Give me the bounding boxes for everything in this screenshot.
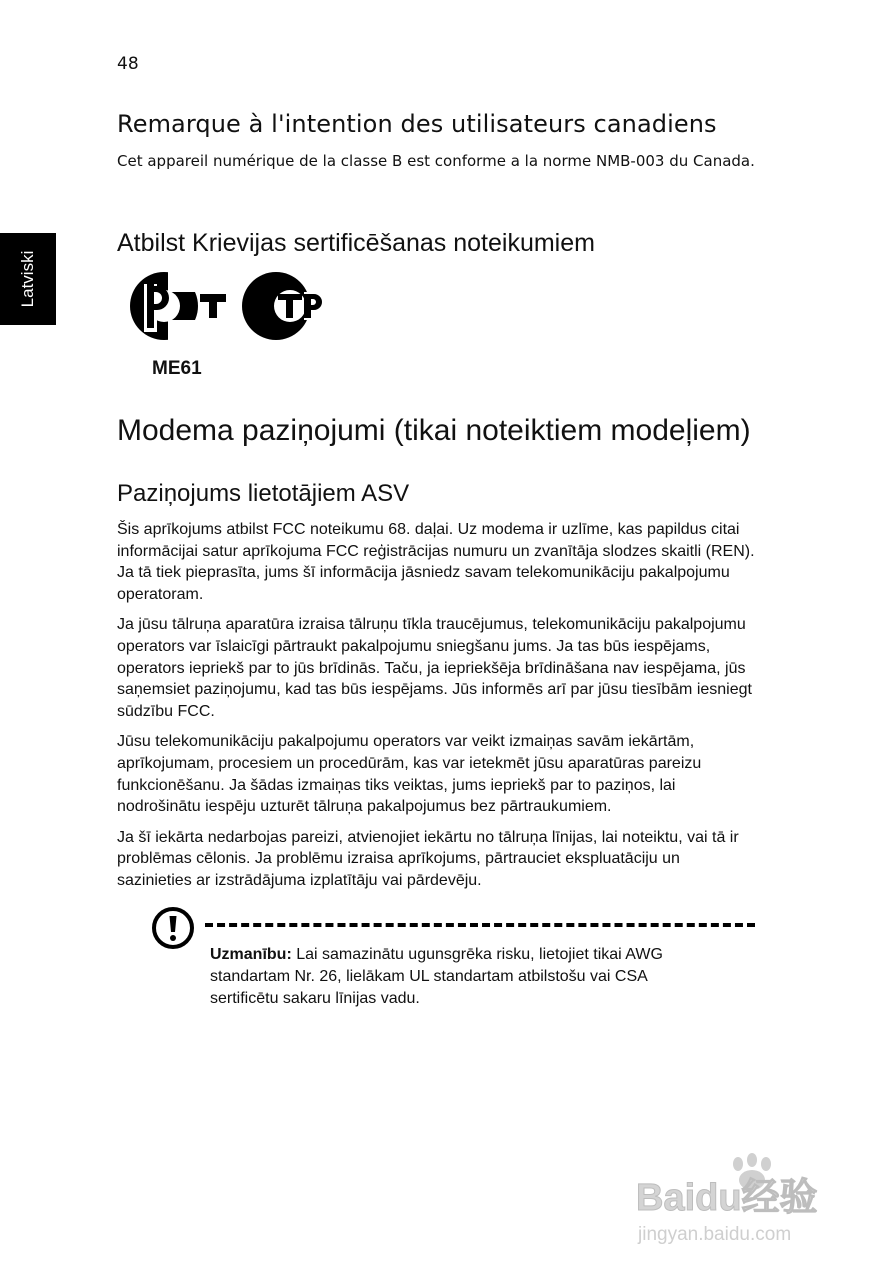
caution-label: Uzmanību: <box>210 946 292 963</box>
caution-divider <box>205 923 755 927</box>
watermark <box>636 1150 846 1250</box>
canada-heading: Remarque à l'intention des utilisateurs canadiens <box>117 110 717 138</box>
watermark-url: jingyan.baidu.com <box>638 1224 792 1245</box>
exclamation-icon <box>151 906 195 950</box>
russia-heading: Atbilst Krievijas sertificēšanas noteikumiem <box>117 229 595 257</box>
page-number: 48 <box>117 54 139 74</box>
language-side-tab <box>0 233 56 325</box>
modem-paragraph: Ja šī iekārta nedarbojas pareizi, atvienojiet iekārtu no tālruņa līnijas, lai noteiktu, vai tā ir problēmas cēlonis. Ja problēmu izraisa aprīkojums, pārtrauciet ekspluatāciju un sazinieties ar izstrādājuma izplatītāju vai pārdevēju. <box>117 828 739 889</box>
canada-text: Cet appareil numérique de la classe B est conforme a la norme NMB-003 du Canada. <box>117 152 755 170</box>
caution-note <box>210 944 710 1010</box>
watermark-brand: Baidu经验 <box>636 1177 818 1219</box>
caution-text: Lai samazinātu ugunsgrēka risku, lietojiet tikai AWG standartam Nr. 26, lielākam UL standartam atbilstošu vai CSA sertificētu sakaru līnijas vadu. <box>210 946 663 1007</box>
modem-paragraph: Ja jūsu tālruņa aparatūra izraisa tālruņu tīkla traucējumus, telekomunikāciju pakalpojumu operators var īslaicīgi pārtraukt pakalpojumu sniegšanu jums. Ja tas būs iespējams, operators iepriekš par to jūs brīdinās. Taču, ja iepriekšēja brīdināšana nav iespējama, jūs saņemsiet paziņojumu, kad tas būs iespējams. Jūs informēs arī par jūsu tiesībām iesniegt sūdzību FCC. <box>117 616 752 720</box>
modem-paragraph: Šis aprīkojums atbilst FCC noteikumu 68. daļai. Uz modema ir uzlīme, kas papildus citai informācijai satur aprīkojuma FCC reģistrācijas numuru un zvanītāja slodzes skaitli (REN). Ja tā tiek pieprasīta, jums šī informācija jāsniedz savam telekomunikāciju pakalpojumu operatoram. <box>117 521 755 603</box>
usa-subheading: Paziņojums lietotājiem ASV <box>117 480 410 507</box>
certification-logos <box>128 270 328 342</box>
modem-heading: Modema paziņojumi (tikai noteiktiem modeļiem) <box>117 414 751 447</box>
tp-logo <box>242 272 326 340</box>
modem-body <box>117 519 757 901</box>
pct-logo <box>130 270 228 342</box>
modem-paragraph: Jūsu telekomunikāciju pakalpojumu operators var veikt izmaiņas savām iekārtām, aprīkojumam, procesiem un procedūrām, kas var ietekmēt jūsu aparatūras pareizu funkcionēšanu. Ja šādas izmaiņas tiks veiktas, jums iepriekš par to paziņos, lai nodrošinātu iespēju uzturēt tālruņa pakalpojumus bez pārtraukumiem. <box>117 733 702 816</box>
side-tab-label: Latviski <box>18 250 37 308</box>
logo-code-label: ME61 <box>152 358 202 379</box>
